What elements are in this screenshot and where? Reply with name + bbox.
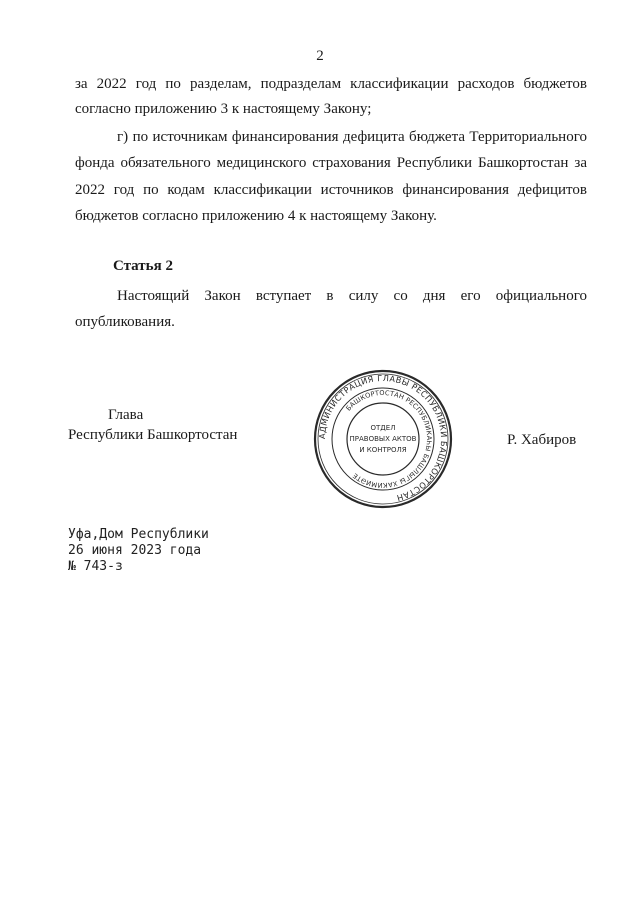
paragraph2-line3: 2022 год по кодам классификации источников финансирования дефицитов	[75, 182, 587, 198]
signature-title-line2: Республики Башкортостан	[68, 427, 238, 443]
footer-place: Уфа,Дом Республики	[68, 527, 209, 542]
paragraph1-line1: за 2022 год по разделам, подразделам классификации расходов бюджетов	[75, 76, 587, 92]
stamp-center-line3: И КОНТРОЛЯ	[359, 446, 407, 454]
stamp-center-line1: ОТДЕЛ	[370, 424, 396, 432]
official-stamp	[312, 368, 454, 510]
signature-title-line1: Глава	[108, 407, 144, 423]
stamp-ring-text: БАШКОРТОСТАН РЕСПУБЛИКАҺЫ БАШЛЫГЫ ХАКИМИӘТЕ	[344, 388, 434, 490]
article-line1: Настоящий Закон вступает в силу со дня его официального	[117, 288, 587, 304]
footer-date: 26 июня 2023 года	[68, 543, 202, 558]
paragraph2-line4: бюджетов согласно приложению 4 к настоящему Закону.	[75, 208, 437, 224]
paragraph2-line2: фонда обязательного медицинского страхования Республики Башкортостан за	[75, 155, 587, 171]
paragraph1-line2: согласно приложению 3 к настоящему Закону;	[75, 101, 372, 117]
article-line2: опубликования.	[75, 314, 175, 330]
page-number: 2	[316, 48, 324, 64]
article-heading: Статья 2	[113, 258, 173, 274]
stamp-outer-text: АДМИНИСТРАЦИЯ ГЛАВЫ РЕСПУБЛИКИ БАШКОРТОСТАН	[316, 372, 450, 504]
paragraph2-line1: г) по источникам финансирования дефицита бюджета Территориального	[117, 129, 587, 145]
signature-name: Р. Хабиров	[507, 432, 577, 448]
footer-number: № 743-з	[68, 559, 123, 574]
stamp-center-line2: ПРАВОВЫХ АКТОВ	[349, 435, 417, 443]
